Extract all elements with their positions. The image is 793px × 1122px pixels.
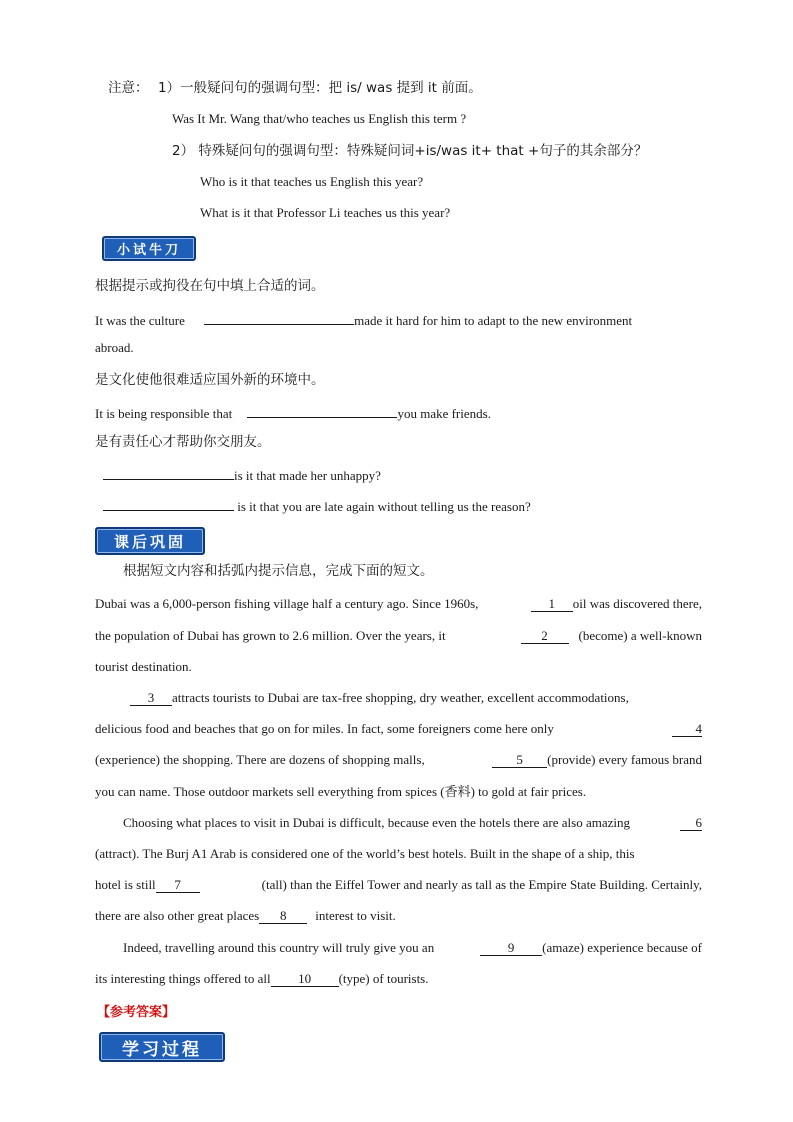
passage-text: Dubai was a 6,000-person fishing village half a century ago. Since 1960s,: [95, 596, 479, 611]
answer-blank-8[interactable]: 8: [259, 908, 307, 924]
passage-text: (experience) the shopping. There are dozens of shopping malls,: [95, 752, 425, 767]
practice-blank-3[interactable]: [103, 465, 234, 480]
practice-sentence-1: [95, 310, 632, 329]
passage-text: delicious food and beaches that go on for miles. In fact, some foreigners come here only: [95, 721, 554, 736]
passage-line-2: [95, 628, 702, 644]
reference-answer-label: 【参考答案】: [97, 1005, 176, 1020]
passage-text: there are also other great places: [95, 908, 260, 923]
note-example-3: What is it that Professor Li teaches us this year?: [200, 205, 451, 220]
passage-line-5: [95, 721, 702, 737]
practice-s1-cont: abroad.: [95, 340, 134, 355]
passage-line-7: you can name. Those outdoor markets sell everything from spices (香料) to gold at fair prices.: [95, 784, 587, 799]
practice-s2-cn: 是有责任心才帮助你交朋友。: [95, 434, 271, 450]
practice-s2-end: you make friends.: [397, 406, 491, 421]
note-example-2: Who is it that teaches us English this year?: [200, 174, 424, 189]
practice-s4-end: is it that you are late again without telling us the reason?: [237, 499, 531, 514]
practice-s3-end: is it that made her unhappy?: [234, 468, 381, 483]
practice-badge: 小试牛刀: [102, 236, 196, 261]
practice-s1-end: made it hard for him to adapt to the new environment: [354, 313, 633, 328]
answer-blank-2[interactable]: 2: [521, 628, 569, 644]
practice-blank-4[interactable]: [103, 496, 234, 511]
passage-text: Choosing what places to visit in Dubai is difficult, because even the hotels there are also amazing: [123, 815, 630, 830]
passage-line-4: [130, 690, 702, 706]
passage-text: oil was discovered there,: [572, 596, 702, 611]
note-example-1: Was It Mr. Wang that/who teaches us English this term ?: [172, 111, 467, 126]
answer-blank-4[interactable]: 4: [672, 721, 702, 737]
passage-text: attracts tourists to Dubai are tax-free shopping, dry weather, excellent accommodations,: [172, 690, 629, 705]
passage-text: Indeed, travelling around this country will truly give you an: [123, 940, 435, 955]
practice-sentence-4: [103, 496, 531, 515]
passage-text: the population of Dubai has grown to 2.6 million. Over the years, it: [95, 628, 446, 643]
passage-line-11: [95, 908, 396, 924]
practice-blank-2[interactable]: [247, 403, 397, 418]
passage-line-12: [123, 940, 702, 956]
answer-blank-6[interactable]: 6: [680, 815, 702, 831]
passage-line-13: [95, 971, 429, 987]
practice-sentence-2: [95, 403, 491, 422]
passage-line-1: [95, 596, 702, 612]
passage-text: (amaze) experience because of: [542, 940, 702, 955]
passage-text: (become) a well-known: [578, 628, 702, 643]
process-badge: 学习过程: [99, 1032, 225, 1062]
note-label: 注意：: [108, 80, 149, 96]
passage-line-3: tourist destination.: [95, 659, 192, 674]
review-badge: 课后巩固: [95, 527, 205, 555]
passage-text: (attract). The Burj A1 Arab is considered one of the world’s best hotels. Built in the shape of a ship, this: [95, 846, 635, 861]
answer-blank-3[interactable]: 3: [130, 690, 172, 706]
passage-line-10: [95, 877, 702, 893]
practice-instruction: 根据提示或拘役在句中填上合适的词。: [95, 278, 325, 294]
passage-text: (type) of tourists.: [338, 971, 429, 986]
practice-s2-start: It is being responsible that: [95, 406, 233, 421]
passage-text: hotel is still: [95, 877, 156, 892]
passage-text: (tall) than the Eiffel Tower and nearly as tall as the Empire State Building. Certainly,: [261, 877, 702, 892]
practice-sentence-3: [103, 465, 381, 484]
answer-blank-10[interactable]: 10: [271, 971, 339, 987]
passage-text: (provide) every famous brand: [547, 752, 702, 767]
passage-line-6: [95, 752, 702, 768]
review-instruction: 根据短文内容和括弧内提示信息，完成下面的短文。: [123, 563, 434, 579]
passage-text: interest to visit.: [315, 908, 396, 923]
passage-line-9: [95, 846, 702, 862]
answer-blank-5[interactable]: 5: [492, 752, 547, 768]
passage-line-8: [123, 815, 702, 831]
note-point-2: 2） 特殊疑问句的强调句型：特殊疑问词+is/was it+ that +句子的其余部分？: [172, 143, 648, 159]
practice-blank-1[interactable]: [204, 310, 354, 325]
practice-s1-cn: 是文化使他很难适应国外新的环境中。: [95, 372, 325, 388]
passage-text: its interesting things offered to all: [95, 971, 271, 986]
answer-blank-7[interactable]: 7: [156, 877, 200, 893]
answer-blank-1[interactable]: 1: [531, 596, 573, 612]
practice-s1-start: It was the culture: [95, 313, 185, 328]
note-point-1: 1）一般疑问句的强调句型：把 is/ was 提到 it 前面。: [158, 80, 482, 96]
answer-blank-9[interactable]: 9: [480, 940, 542, 956]
